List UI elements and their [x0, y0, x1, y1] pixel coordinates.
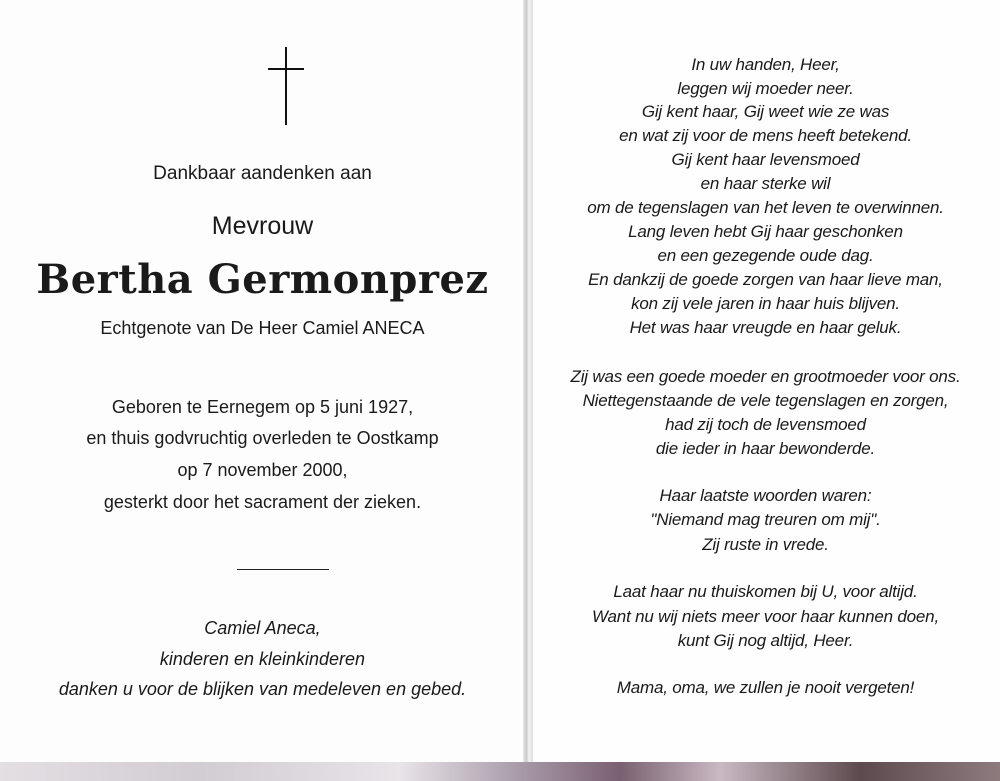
poem-line: leggen wij moeder neer.	[677, 79, 854, 98]
thanks-line: danken u voor de blijken van medeleven en gebed.	[58, 679, 467, 699]
poem-line: kunt Gij nog altijd, Heer.	[677, 631, 854, 650]
honorific: Mevrouw	[211, 212, 314, 240]
poem-line: "Niemand mag treuren om mij".	[650, 510, 881, 529]
poem-line: Lang leven hebt Gij haar geschonken	[628, 222, 903, 241]
poem-line: en wat zij voor de mens heeft betekend.	[619, 126, 912, 145]
bio-line: op 7 november 2000,	[177, 460, 348, 480]
poem-line: die ieder in haar bewonderde.	[655, 439, 876, 458]
poem-line: Want nu wij niets meer voor haar kunnen doen,	[592, 607, 939, 626]
spouse-line: Echtgenote van De Heer Camiel ANECA	[100, 318, 425, 338]
deceased-name: Bertha Germonprez	[36, 256, 489, 303]
poem-line: en haar sterke wil	[700, 174, 831, 193]
poem-line: om de tegenslagen van het leven te overwinnen.	[587, 198, 944, 217]
intro-text: Dankbaar aandenken aan	[153, 163, 372, 184]
bio-line: gesterkt door het sacrament der zieken.	[103, 492, 422, 512]
divider	[237, 569, 329, 570]
bio-line: Geboren te Eernegem op 5 juni 1927,	[111, 397, 414, 417]
poem-line: Niettegenstaande de vele tegenslagen en zorgen,	[582, 391, 949, 410]
bio-line: en thuis godvruchtig overleden te Oostkamp	[86, 428, 439, 448]
poem-line: en een gezegende oude dag.	[657, 246, 874, 265]
poem-line: kon zij vele jaren in haar huis blijven.	[631, 294, 900, 313]
poem-line: had zij toch de levensmoed	[665, 415, 866, 434]
poem-line: Mama, oma, we zullen je nooit vergeten!	[616, 678, 915, 697]
poem-line: En dankzij de goede zorgen van haar lieve man,	[588, 270, 943, 289]
poem-line: Zij was een goede moeder en grootmoeder voor ons.	[570, 367, 961, 386]
poem-line: Gij kent haar levensmoed	[671, 150, 860, 169]
poem-line: Gij kent haar, Gij weet wie ze was	[641, 102, 890, 121]
thanks-line: kinderen en kleinkinderen	[159, 649, 366, 669]
poem-line: Laat haar nu thuiskomen bij U, voor altijd.	[613, 582, 918, 601]
scan-edge	[0, 762, 1000, 781]
poem-line: Haar laatste woorden waren:	[659, 486, 872, 505]
poem-line: In uw handen, Heer,	[691, 55, 840, 74]
thanks-line: Camiel Aneca,	[204, 618, 321, 638]
poem-line: Het was haar vreugde en haar geluk.	[629, 318, 902, 337]
poem-line: Zij ruste in vrede.	[702, 535, 829, 554]
